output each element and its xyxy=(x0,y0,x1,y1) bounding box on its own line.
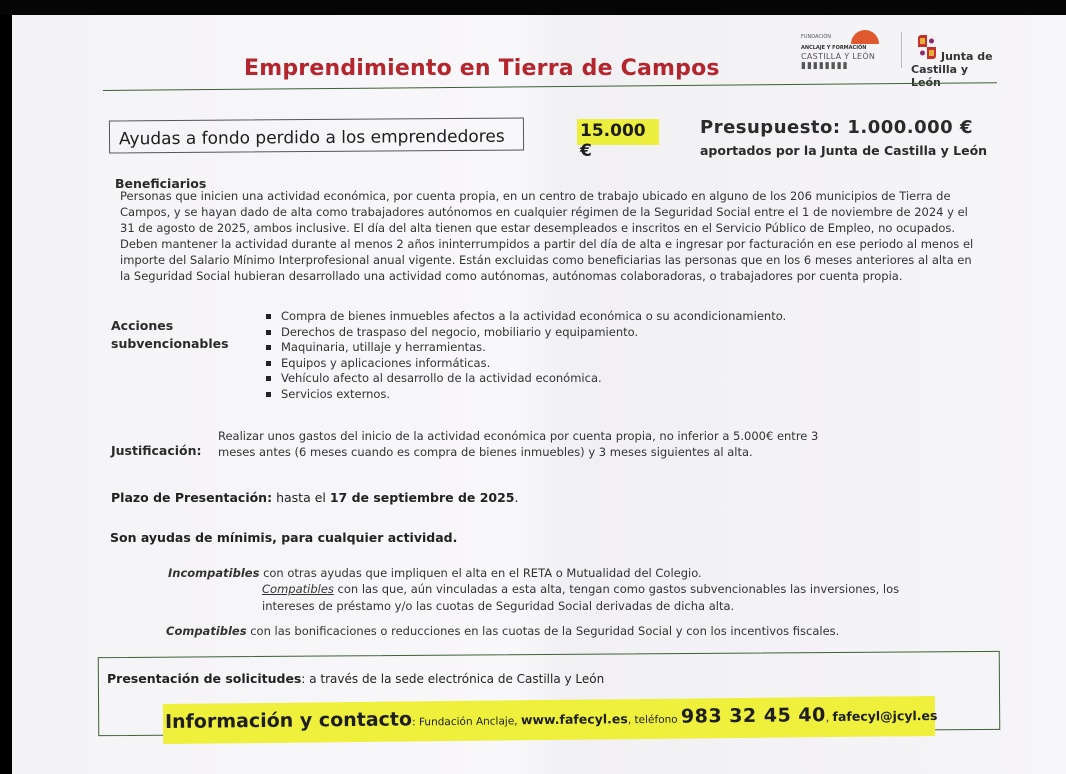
plazo-presentacion xyxy=(111,490,519,505)
document-title: Emprendimiento en Tierra de Campos xyxy=(244,56,720,81)
beneficiarios-heading: Beneficiarios xyxy=(115,176,207,191)
beneficiarios-line: la Seguridad Social hubieran desarrollado una actividad como autónomas, autónomas colaboradoras, o trabajadores por cuenta propia. xyxy=(120,269,903,283)
compatibles2-text: con las bonificaciones o reducciones en las cuotas de la Seguridad Social y con los incentivos fiscales. xyxy=(246,624,840,638)
minimis-statement: Son ayudas de mínimis, para cualquier actividad. xyxy=(110,530,458,545)
telefono-label: , teléfono xyxy=(627,713,682,727)
presentacion-text: : a través de la sede electrónica de Castilla y León xyxy=(301,672,605,686)
presentacion-solicitudes xyxy=(107,671,604,686)
compatibles-text2: intereses de préstamo y/o las cuotas de Seguridad Social derivadas de dicha alta. xyxy=(262,599,735,613)
beneficiarios-line: Campos, y se hayan dado de alta como trabajadores autónomos en cualquier régimen de la Seguridad Social entre el 1 de noviembre de 2024 y el xyxy=(120,205,968,219)
incompatibles-line xyxy=(168,566,702,580)
top-black-bar xyxy=(0,0,1066,15)
ayudas-box: Ayudas a fondo perdido a los emprendedores xyxy=(109,118,524,154)
email-link[interactable]: fafecyl@jcyl.es xyxy=(832,707,938,725)
acciones-heading-line2: subvencionables xyxy=(111,336,229,351)
plazo-end: . xyxy=(514,490,519,505)
list-item: Maquinaria, utillaje y herramientas. xyxy=(262,340,786,356)
aportados-por: aportados por la Junta de Castilla y León xyxy=(700,143,988,158)
incompatibles-word: Incompatibles xyxy=(168,566,260,580)
contacto-colon: : xyxy=(411,716,420,729)
compatibles2-word: Compatibles xyxy=(166,624,247,638)
plazo-label: Plazo de Presentación: xyxy=(111,490,273,505)
acciones-list xyxy=(262,309,786,402)
acciones-heading-line1: Acciones xyxy=(111,318,174,333)
junta-line1: Junta de xyxy=(941,50,993,63)
contacto-fundacion: Fundación Anclaje, xyxy=(418,715,521,729)
justificacion-line: meses antes (6 meses cuando es compra de bienes inmuebles) y 3 meses siguientes al alta. xyxy=(218,445,753,459)
logo-fund-line2: ANCLAJE Y FORMACIÓN xyxy=(801,45,867,51)
presupuesto-total: Presupuesto: 1.000.000 € xyxy=(700,117,973,138)
list-item: Servicios externos. xyxy=(262,387,786,403)
contacto-sep: , xyxy=(825,712,833,725)
beneficiarios-line: importe del Salario Mínimo Interprofesional anual vigente. Están excluidas como beneficiarias las personas que en los 6 meses anteriores al alta en xyxy=(120,253,972,267)
list-item: Vehículo afecto al desarrollo de la actividad económica. xyxy=(262,371,786,387)
compatibles-word: Compatibles xyxy=(262,582,334,596)
acciones-heading xyxy=(111,317,229,353)
justificacion-line: Realizar unos gastos del inicio de la actividad económica por cuenta propia, no inferior a 5.000€ entre 3 xyxy=(218,429,819,443)
beneficiarios-text xyxy=(120,188,974,284)
presentacion-label: Presentación de solicitudes xyxy=(107,671,302,686)
logo-divider xyxy=(901,32,902,68)
logo-fund-line3: CASTILLA Y LEÓN xyxy=(801,52,876,61)
beneficiarios-line: Deben mantener la actividad durante al menos 2 años ininterrumpidos a partir del día de alta e ingresar por facturación en ese periodo al menos el xyxy=(120,237,974,251)
compatibles-line-2 xyxy=(166,624,839,638)
beneficiarios-line: Personas que inicien una actividad económica, por cuenta propia, en un centro de trabajo ubicado en alguno de los 206 municipios de Tierra de xyxy=(120,189,951,203)
justificacion-heading: Justificación: xyxy=(111,443,202,458)
compatibles-block xyxy=(262,581,899,615)
plazo-date: 17 de septiembre de 2025 xyxy=(329,490,515,505)
compatibles-text1: con las que, aún vinculadas a esta alta, tengan como gastos subvencionables las inversiones, los xyxy=(333,582,900,596)
junta-castilla-leon-logo xyxy=(911,30,995,89)
list-item: Equipos y aplicaciones informáticas. xyxy=(262,356,786,372)
website-link[interactable]: www.fafecyl.es xyxy=(520,711,628,728)
sun-icon xyxy=(851,30,879,44)
fundacion-anclaje-logo xyxy=(801,30,885,78)
logo-fund-line4: ▮▮▮▮▮▮▮▮ xyxy=(801,61,849,71)
coat-of-arms-icon xyxy=(917,34,937,60)
justificacion-text xyxy=(218,428,818,460)
phone-number[interactable]: 983 32 45 40 xyxy=(680,704,826,728)
junta-line2: Castilla y León xyxy=(911,63,969,89)
list-item: Compra de bienes inmuebles afectos a la actividad económica o su acondicionamiento. xyxy=(262,309,786,325)
contacto-label: Información y contacto xyxy=(164,708,413,733)
list-item: Derechos de traspaso del negocio, mobiliario y equipamiento. xyxy=(262,325,786,341)
plazo-text: hasta el xyxy=(272,490,330,505)
logo-fund-line1: FUNDACIÓN xyxy=(801,34,832,40)
ayuda-amount: 15.000 € xyxy=(577,119,659,145)
incompatibles-text: con otras ayudas que impliquen el alta en el RETA o Mutualidad del Colegio. xyxy=(259,566,702,580)
beneficiarios-line: 31 de agosto de 2025, ambos inclusive. El día del alta tienen que estar desempleados e inscritos en el Servicio Público de Empleo, no ocupados. xyxy=(120,221,956,235)
